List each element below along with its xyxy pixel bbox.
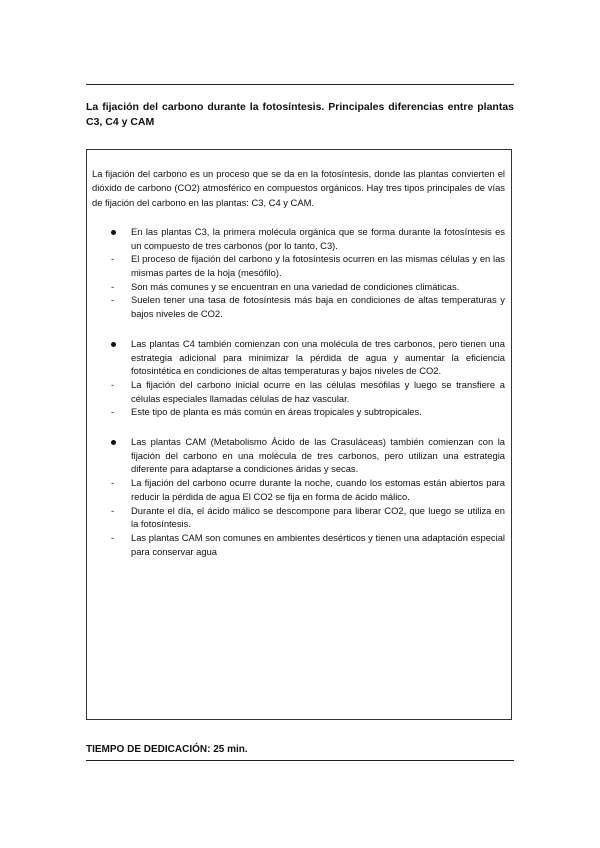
bullet-text: Las plantas CAM (Metabolismo Ácido de las Crasuláceas) también comienzan con la fijación del carbono en una molécula de tres carbonos, pero utilizan una estrategia diferente para adaptarse a condiciones áridas y secas. <box>131 436 505 475</box>
dash-item <box>92 280 505 294</box>
content-box <box>86 149 512 720</box>
dash-marker: - <box>111 378 115 390</box>
document-title: La fijación del carbono durante la fotosíntesis. Principales diferencias entre plantas C3, C4 y CAM <box>86 101 514 128</box>
dash-item <box>92 405 505 419</box>
bullet-item <box>92 337 505 378</box>
bullet-marker <box>92 337 131 351</box>
dash-item <box>92 504 505 531</box>
dash-text: La fijación del carbono inicial ocurre en las células mesófilas y luego se transfiere a células especiales llamadas células de haz vascular. <box>131 378 505 404</box>
bullet-marker <box>92 435 131 449</box>
bullet-item <box>92 225 505 252</box>
top-divider <box>86 84 514 85</box>
dash-text: Son más comunes y se encuentran en una variedad de condiciones climáticas. <box>131 280 460 292</box>
dash-item <box>92 378 505 405</box>
section-cam <box>92 435 505 558</box>
dash-text: Este tipo de planta es más común en áreas tropicales y subtropicales. <box>131 406 422 418</box>
dash-marker: - <box>111 280 115 292</box>
bottom-divider <box>86 760 514 761</box>
section-c4 <box>92 337 505 419</box>
dash-marker: - <box>111 477 115 489</box>
intro-paragraph: La fijación del carbono es un proceso que se da en la fotosíntesis, donde las plantas convierten el dióxido de carbono (CO2) atmosférico en compuestos orgánicos. Hay tres tipos principales de vías de fijación del carbono en las plantas: C3, C4 y CAM. <box>92 168 505 208</box>
dash-text: Las plantas CAM son comunes en ambientes desérticos y tienen una adaptación especial para conservar agua <box>131 531 505 557</box>
dash-marker: - <box>111 294 115 306</box>
dash-item <box>92 252 505 279</box>
dash-marker: - <box>111 504 115 516</box>
dash-item <box>92 293 505 320</box>
dash-item <box>92 476 505 503</box>
dash-text: Suelen tener una tasa de fotosíntesis más baja en condiciones de altas temperaturas y bajos niveles de CO2. <box>131 294 505 320</box>
bullet-text: En las plantas C3, la primera molécula orgánica que se forma durante la fotosíntesis es un compuesto de tres carbonos (por lo tanto, C3). <box>131 225 505 251</box>
dash-marker: - <box>111 406 115 418</box>
section-c3 <box>92 225 505 321</box>
dash-marker: - <box>111 253 115 265</box>
bullet-marker <box>92 225 131 239</box>
dash-marker: - <box>111 531 115 543</box>
dash-text: El proceso de fijación del carbono y la fotosíntesis ocurren en las mismas células y en las mismas partes de la hoja (mesófilo). <box>131 253 505 278</box>
bullet-text: Las plantas C4 también comienzan con una molécula de tres carbonos, pero tienen una estrategia adicional para minimizar la pérdida de agua y aumentar la eficiencia fotosintética en condiciones de altas temperaturas y bajos niveles de CO2. <box>131 337 505 377</box>
dash-text: La fijación del carbono ocurre durante la noche, cuando los estomas están abiertos para reducir la pérdida de agua El CO2 se fija en forma de ácido málico. <box>131 477 505 502</box>
dash-item <box>92 531 505 558</box>
bullet-item <box>92 435 505 476</box>
dash-text: Durante el día, el ácido málico se descompone para liberar CO2, que luego se utiliza en la fotosíntesis. <box>131 504 505 530</box>
time-dedication-note: TIEMPO DE DEDICACIÓN: 25 min. <box>86 744 248 755</box>
